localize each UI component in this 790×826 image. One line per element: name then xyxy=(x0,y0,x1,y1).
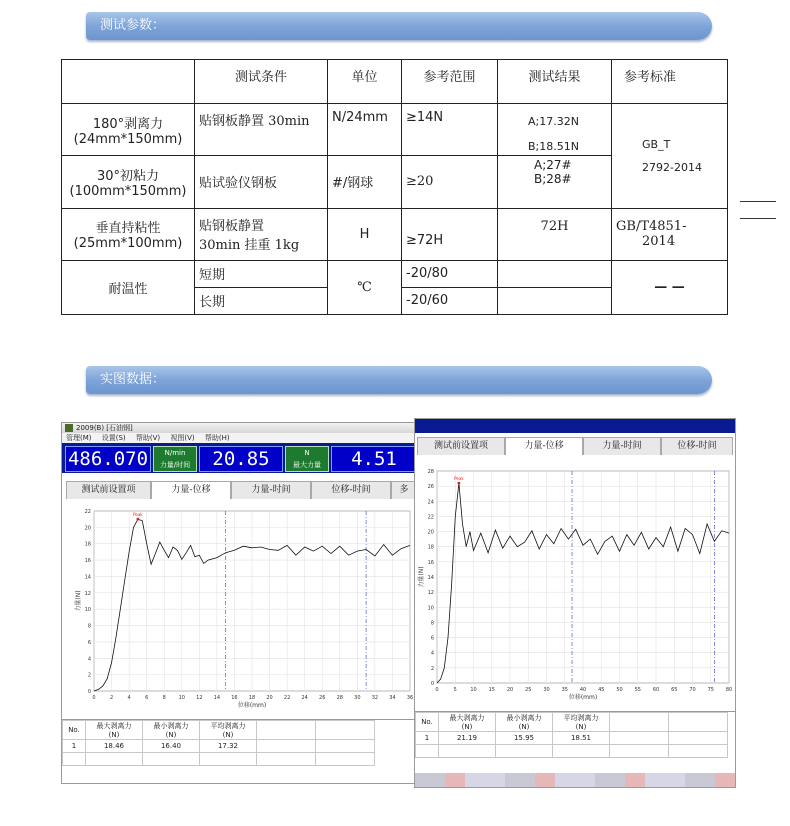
results-header: 最小剥离力 (N) xyxy=(496,713,553,732)
header-cell: 测试条件 xyxy=(195,60,328,104)
app-icon xyxy=(65,424,73,432)
results-cell: 15.95 xyxy=(496,732,553,745)
standard-cell xyxy=(612,104,728,208)
y-tick-label: 8 xyxy=(87,623,91,630)
x-tick-label: 55 xyxy=(634,687,641,693)
item-cell: 耐温性 xyxy=(62,260,195,314)
readout-bar xyxy=(62,443,418,473)
x-tick-label: 65 xyxy=(671,687,678,693)
x-tick-label: 18 xyxy=(248,695,256,701)
tab-force-time[interactable]: 力量-时间 xyxy=(583,437,661,455)
y-tick-label: 10 xyxy=(427,605,434,612)
y-tick-label: 20 xyxy=(427,529,434,536)
condition-cell: 贴试验仪钢板 xyxy=(195,156,328,208)
results-cell: 16.40 xyxy=(143,740,200,753)
rate-unit xyxy=(153,446,197,472)
results-header: No. xyxy=(63,721,86,740)
window-title: 2009(B) [石油钢] xyxy=(76,424,133,432)
standard-line1: GB_T xyxy=(642,137,671,151)
unit-bottom: 力量/时间 xyxy=(159,461,191,469)
y-tick-label: 6 xyxy=(87,639,91,646)
results-table xyxy=(415,712,728,758)
y-tick-label: 2 xyxy=(430,665,434,672)
section-title-params: 测试参数： xyxy=(100,18,166,33)
unit-top: N/min xyxy=(164,449,186,457)
condition-cell: 贴钢板静置 30min xyxy=(195,104,328,156)
y-tick-label: 2 xyxy=(87,672,91,679)
x-tick-label: 80 xyxy=(725,687,733,693)
x-tick-label: 10 xyxy=(470,687,477,693)
item-cell xyxy=(62,208,195,260)
range-cell: -20/80 xyxy=(402,260,498,287)
right-test-window xyxy=(414,418,736,788)
x-tick-label: 50 xyxy=(616,687,623,693)
item-cell xyxy=(62,104,195,156)
standard-cell: — — xyxy=(612,260,728,314)
result-cell xyxy=(498,260,612,287)
item-size: (100mm*150mm) xyxy=(69,183,187,199)
y-tick-label: 20 xyxy=(84,525,91,532)
range-cell: ≥14N xyxy=(402,104,498,156)
force-displacement-chart-right xyxy=(415,457,735,711)
unit-cell: N/24mm xyxy=(328,104,402,156)
tab-more[interactable]: 多 xyxy=(391,481,417,499)
item-name: 垂直持粘性 xyxy=(95,221,161,237)
standard-line1: GB/T4851- xyxy=(616,219,687,235)
results-header: 最大剥离力 (N) xyxy=(86,721,143,740)
section-banner-images xyxy=(86,366,712,394)
test-params-table xyxy=(61,59,728,315)
y-tick-label: 12 xyxy=(84,590,91,597)
standard-cell xyxy=(612,208,728,260)
tab-displacement-time[interactable]: 位移-时间 xyxy=(661,437,733,455)
rate-readout: 486.070 xyxy=(65,446,151,472)
y-tick-label: 4 xyxy=(430,650,434,657)
y-tick-label: 10 xyxy=(84,607,91,614)
table-row xyxy=(62,104,728,156)
results-header: 最小剥离力 (N) xyxy=(143,721,200,740)
results-header: No. xyxy=(416,713,439,732)
unit-cell: ℃ xyxy=(328,260,402,314)
displacement-readout: 4.51 xyxy=(331,446,417,472)
margin-line xyxy=(740,201,776,202)
unit-top: N xyxy=(304,449,310,457)
condition-cell: 长期 xyxy=(195,287,328,314)
x-tick-label: 0 xyxy=(435,687,439,693)
x-tick-label: 30 xyxy=(354,695,361,701)
results-cell: 1 xyxy=(63,740,86,753)
x-tick-label: 35 xyxy=(561,687,568,693)
left-test-window xyxy=(61,422,419,784)
tab-setup[interactable]: 测试前设置项 xyxy=(66,481,151,499)
x-tick-label: 45 xyxy=(598,687,605,693)
x-axis-label: 位移(mm) xyxy=(568,694,598,701)
item-size: (25mm*100mm) xyxy=(73,236,183,252)
standard-line2: 2792-2014 xyxy=(642,160,702,174)
x-tick-label: 36 xyxy=(406,695,414,701)
x-tick-label: 28 xyxy=(336,695,343,701)
result-a: A;27# xyxy=(534,158,572,173)
force-readout: 20.85 xyxy=(199,446,283,472)
y-tick-label: 4 xyxy=(87,656,91,663)
y-tick-label: 6 xyxy=(430,635,434,642)
section-banner-params xyxy=(86,12,712,40)
results-table xyxy=(62,720,375,766)
x-tick-label: 24 xyxy=(301,695,308,701)
y-tick-label: 16 xyxy=(84,558,91,565)
peak-label: Peak xyxy=(133,512,143,518)
y-tick-label: 22 xyxy=(427,514,434,521)
table-row xyxy=(62,260,728,287)
results-header-row xyxy=(416,713,728,732)
x-tick-label: 10 xyxy=(178,695,185,701)
x-tick-label: 30 xyxy=(543,687,550,693)
x-tick-label: 60 xyxy=(652,687,660,693)
results-cell: 1 xyxy=(416,732,439,745)
right-results-grid xyxy=(415,711,735,772)
menubar xyxy=(62,433,418,443)
x-tick-label: 20 xyxy=(266,695,273,701)
menu-item[interactable]: 视图(V) xyxy=(170,434,195,442)
tab-force-time[interactable]: 力量-时间 xyxy=(231,481,311,499)
result-cell: 72H xyxy=(498,208,612,260)
x-tick-label: 26 xyxy=(319,695,326,701)
blurred-taskbar xyxy=(415,773,735,787)
right-readout-strip xyxy=(415,419,735,433)
y-tick-label: 18 xyxy=(84,541,91,548)
table-header-row xyxy=(62,60,728,104)
margin-line xyxy=(740,218,776,219)
x-tick-label: 4 xyxy=(127,695,131,701)
range-cell: ≥20 xyxy=(402,156,498,208)
header-cell: 参考标准 xyxy=(612,60,728,104)
range-cell: ≥72H xyxy=(402,208,498,260)
right-tabbar xyxy=(417,437,733,455)
x-tick-label: 22 xyxy=(283,695,291,701)
y-tick-label: 18 xyxy=(427,544,434,551)
x-tick-label: 2 xyxy=(109,695,114,701)
results-header: 平均剥离力 (N) xyxy=(200,721,257,740)
x-tick-label: 40 xyxy=(579,687,587,693)
menu-item[interactable]: 设置(S) xyxy=(101,434,126,442)
range-cell: -20/60 xyxy=(402,287,498,314)
condition-cell xyxy=(195,208,328,260)
x-tick-label: 6 xyxy=(145,695,149,701)
result-b: B;18.51N xyxy=(528,140,579,154)
x-tick-label: 25 xyxy=(525,687,532,693)
x-tick-label: 0 xyxy=(92,695,96,701)
result-a: A;17.32N xyxy=(528,115,579,129)
condition-line2: 30min 挂重 1kg xyxy=(199,238,300,254)
y-tick-label: 14 xyxy=(84,574,91,581)
y-tick-label: 28 xyxy=(427,469,434,475)
header-cell xyxy=(62,60,195,104)
results-cell: 21.19 xyxy=(439,732,496,745)
x-tick-label: 70 xyxy=(689,687,696,693)
y-tick-label: 16 xyxy=(427,559,434,566)
results-row xyxy=(63,740,375,753)
x-tick-label: 15 xyxy=(488,687,495,693)
results-row xyxy=(416,732,728,745)
x-tick-label: 12 xyxy=(196,695,203,701)
result-cell xyxy=(498,156,612,208)
x-tick-label: 16 xyxy=(231,695,238,701)
menu-item[interactable]: 帮助(H) xyxy=(204,434,230,442)
x-tick-label: 14 xyxy=(213,695,221,701)
force-displacement-chart-left xyxy=(62,499,418,719)
y-tick-label: 0 xyxy=(430,681,434,687)
results-header: 平均剥离力 (N) xyxy=(553,713,610,732)
y-tick-label: 26 xyxy=(427,484,434,491)
force-unit xyxy=(285,446,329,472)
x-tick-label: 20 xyxy=(506,687,514,693)
condition-cell: 短期 xyxy=(195,260,328,287)
x-tick-label: 5 xyxy=(453,687,457,693)
table-row xyxy=(62,208,728,260)
item-size: (24mm*150mm) xyxy=(73,131,183,147)
left-tabbar xyxy=(66,481,417,499)
left-results-grid xyxy=(62,719,418,784)
results-cell: 18.46 xyxy=(86,740,143,753)
y-axis-label: 力量(N) xyxy=(75,590,82,612)
x-tick-label: 32 xyxy=(371,695,379,701)
result-cell xyxy=(498,104,612,156)
header-cell: 测试结果 xyxy=(498,60,612,104)
y-tick-label: 14 xyxy=(427,575,434,581)
unit-cell: #/钢球 xyxy=(328,156,402,208)
item-cell xyxy=(62,156,195,208)
y-tick-label: 8 xyxy=(430,620,434,627)
item-name: 180°剥离力 xyxy=(92,116,164,132)
y-tick-label: 12 xyxy=(427,590,434,597)
tab-force-displacement[interactable]: 力量-位移 xyxy=(151,481,231,499)
result-cell xyxy=(498,287,612,314)
y-tick-label: 24 xyxy=(427,499,434,506)
results-cell: 17.32 xyxy=(200,740,257,753)
header-cell: 参考范围 xyxy=(402,60,498,104)
peak-marker xyxy=(458,482,461,485)
tab-displacement-time[interactable]: 位移-时间 xyxy=(311,481,391,499)
item-name: 30°初粘力 xyxy=(96,168,160,184)
y-tick-label: 22 xyxy=(84,509,91,515)
results-header-row xyxy=(63,721,375,740)
result-b: B;28# xyxy=(534,172,572,187)
standard-line2: 2014 xyxy=(642,234,676,250)
results-header: 最大剥离力 (N) xyxy=(439,713,496,732)
unit-cell: H xyxy=(328,208,402,260)
menu-item[interactable]: 管理(M) xyxy=(66,434,92,442)
section-title-images: 实图数据： xyxy=(100,372,166,387)
y-tick-label: 0 xyxy=(87,689,91,695)
unit-bottom: 最大力量 xyxy=(293,461,321,469)
window-titlebar xyxy=(62,423,418,433)
x-tick-label: 8 xyxy=(162,695,166,701)
results-cell: 18.51 xyxy=(553,732,610,745)
peak-marker xyxy=(136,518,139,521)
condition-line1: 贴钢板静置 xyxy=(199,219,265,235)
menu-item[interactable]: 帮助(V) xyxy=(135,434,161,442)
x-axis-label: 位移(mm) xyxy=(237,702,267,709)
x-tick-label: 75 xyxy=(707,687,714,693)
header-cell: 单位 xyxy=(328,60,402,104)
y-axis-label: 力量(N) xyxy=(418,566,425,588)
x-tick-label: 34 xyxy=(389,695,396,701)
peak-label: Peak xyxy=(454,476,464,482)
tab-force-displacement[interactable]: 力量-位移 xyxy=(505,437,583,455)
tab-setup[interactable]: 测试前设置项 xyxy=(417,437,505,455)
